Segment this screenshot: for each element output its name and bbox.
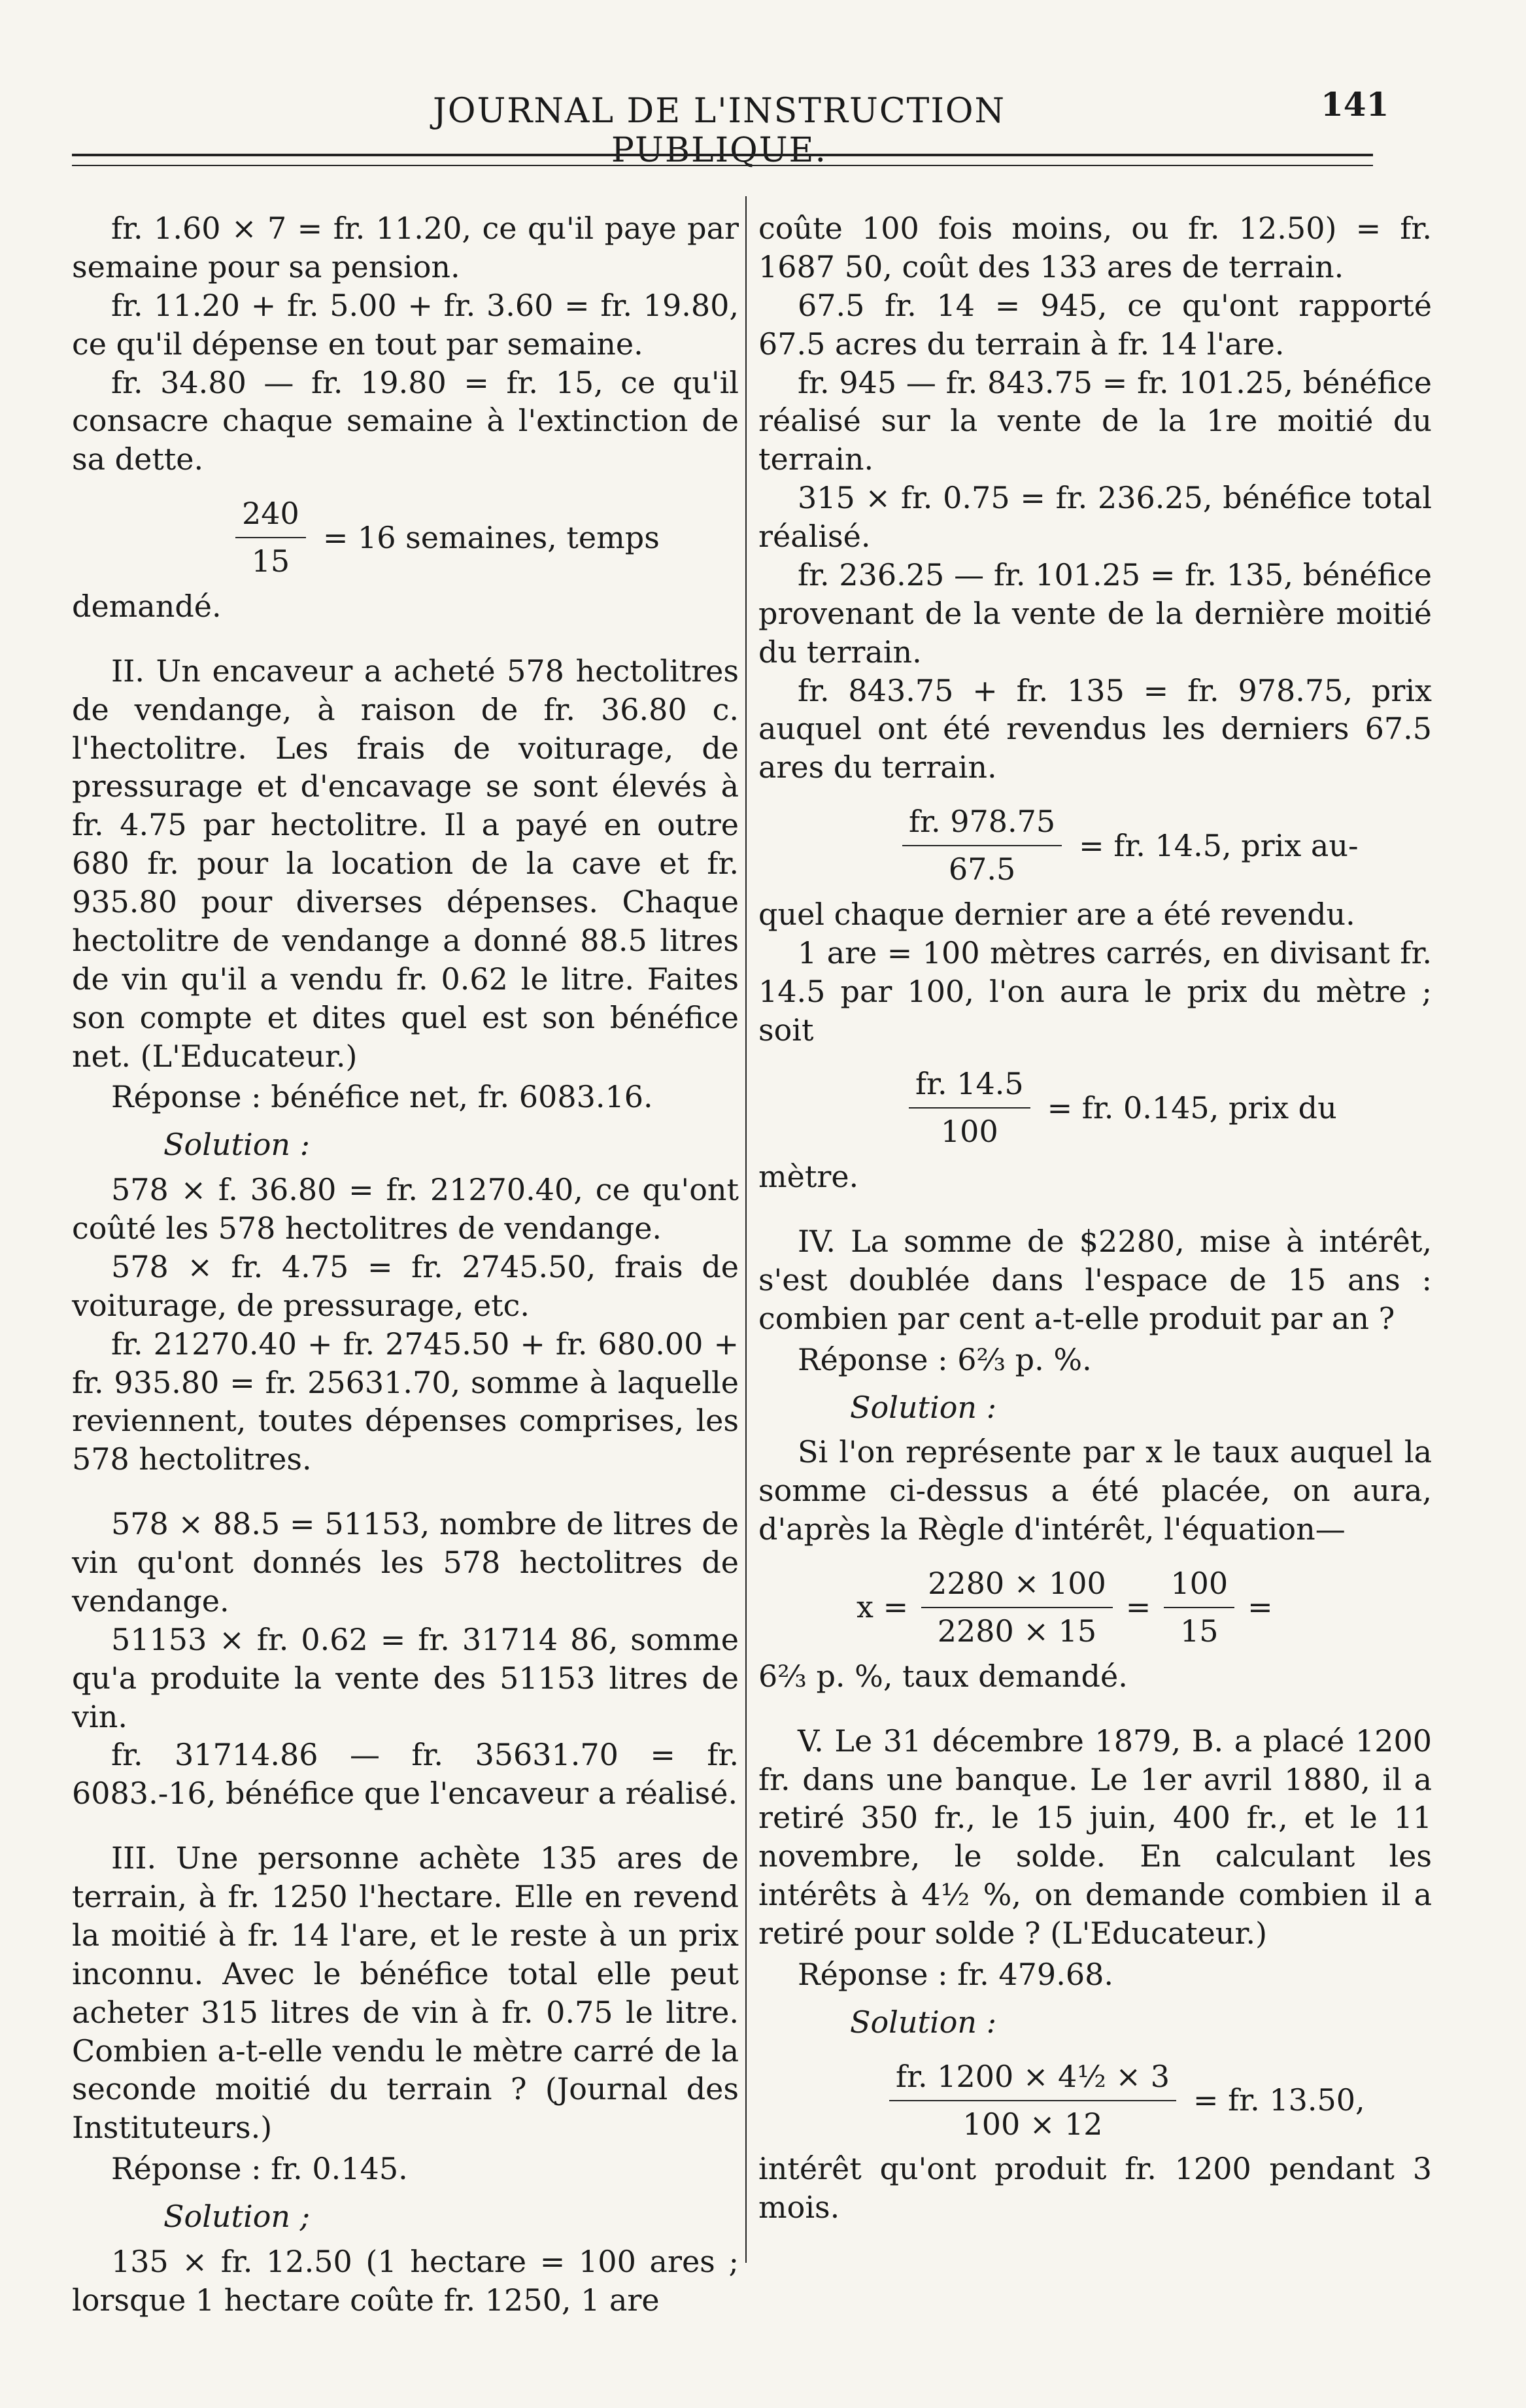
paragraph: 578 × fr. 4.75 = fr. 2745.50, frais de voiturage, de pressurage, etc. — [72, 1248, 739, 1323]
paragraph: 1 are = 100 mètres carrés, en divisant fr. 14.5 par 100, l'on aura le prix du mètre ; soit — [758, 935, 1432, 1048]
paragraph: fr. 843.75 + fr. 135 = fr. 978.75, prix auquel ont été revendus les derniers 67.5 ares du terrain. — [758, 672, 1432, 785]
equals-sign: = — [1247, 1589, 1273, 1625]
header-rule-thin — [72, 165, 1373, 166]
paragraph: fr. 31714.86 — fr. 35631.70 = fr. 6083.-16, bénéfice que l'encaveur a réalisé. — [72, 1737, 739, 1812]
solution-heading: Solution : — [163, 1127, 311, 1163]
fraction — [1164, 1564, 1234, 1651]
problem-4-statement: IV. La somme de $2280, mise à intérêt, s'est doublée dans l'espace de 15 ans : combien par cent a-t-elle produit par an ? — [758, 1224, 1432, 1336]
answer: Réponse : 6⅔ p. %. — [798, 1341, 1092, 1377]
left-column — [72, 209, 739, 2320]
answer: Réponse : bénéfice net, fr. 6083.16. — [111, 1079, 653, 1115]
fraction-result: = fr. 13.50, — [1193, 2082, 1365, 2118]
fraction-denominator: 15 — [251, 543, 290, 579]
paragraph: quel chaque dernier are a été revendu. — [758, 896, 1355, 932]
paragraph: fr. 34.80 — fr. 19.80 = fr. 15, ce qu'il consacre chaque semaine à l'extinction de sa dette. — [72, 364, 739, 477]
paragraph: demandé. — [72, 588, 222, 624]
fraction-numerator: fr. 14.5 — [915, 1066, 1024, 1102]
paragraph: Si l'on représente par x le taux auquel la somme ci-dessus a été placée, on aura, d'après la Règle d'intérêt, l'équation— — [758, 1434, 1432, 1547]
fraction — [902, 802, 1062, 889]
paragraph: coûte 100 fois moins, ou fr. 12.50) = fr. 1687 50, coût des 133 ares de terrain. — [758, 211, 1432, 284]
fraction — [921, 1564, 1113, 1651]
answer: Réponse : fr. 479.68. — [798, 1956, 1113, 1992]
problem-3-statement: III. Une personne achète 135 ares de terrain, à fr. 1250 l'hectare. Elle en revend la moitié à fr. 14 l'are, et le reste à un prix inconnu. Avec le bénéfice total elle peut acheter 315 litres de vin à fr. 0.75 le litre. Combien a-t-elle vendu le mètre carré de la seconde moitié du terrain ? (Journal des Instituteurs.) — [72, 1840, 739, 2146]
paragraph: intérêt qu'ont produit fr. 1200 pendant 3 mois. — [758, 2151, 1432, 2226]
answer: Réponse : fr. 0.145. — [111, 2151, 408, 2187]
fraction-denominator: 100 × 12 — [962, 2106, 1103, 2142]
fraction-line — [889, 802, 1432, 889]
fraction-denominator: 15 — [1179, 1613, 1219, 1649]
problem-5-statement: V. Le 31 décembre 1879, B. a placé 1200 fr. dans une banque. Le 1er avril 1880, il a retiré 350 fr., le 15 juin, 400 fr., et le 11 novembre, le solde. En calculant les intérêts à 4½ %, on demande combien il a retiré pour solde ? (L'Educateur.) — [758, 1723, 1432, 1951]
fraction-line — [896, 1065, 1432, 1151]
solution-heading: Solution : — [850, 1389, 997, 1425]
fraction-numerator: 240 — [242, 496, 299, 532]
fraction — [909, 1065, 1030, 1151]
right-column — [758, 209, 1432, 2227]
fraction-numerator: 100 — [1170, 1566, 1229, 1601]
equals-sign: = — [1125, 1589, 1151, 1625]
fraction-line — [876, 2057, 1432, 2144]
equation-lhs: x = — [856, 1589, 909, 1625]
paragraph: fr. 236.25 — fr. 101.25 = fr. 135, bénéfice provenant de la vente de la dernière moitié du terrain. — [758, 557, 1432, 670]
fraction-denominator: 100 — [940, 1114, 998, 1150]
fraction — [889, 2057, 1176, 2144]
fraction-line — [222, 494, 739, 581]
paragraph: mètre. — [758, 1159, 859, 1195]
paragraph: 6⅔ p. %, taux demandé. — [758, 1658, 1128, 1694]
paragraph: 578 × 88.5 = 51153, nombre de litres de vin qu'ont donnés les 578 hectolitres de vendange. — [72, 1506, 739, 1619]
header-rule — [72, 154, 1373, 156]
paragraph: 67.5 fr. 14 = 945, ce qu'ont rapporté 67.5 acres du terrain à fr. 14 l'are. — [758, 287, 1432, 362]
paragraph: 315 × fr. 0.75 = fr. 236.25, bénéfice total réalisé. — [758, 480, 1432, 554]
paragraph: 135 × fr. 12.50 (1 hectare = 100 ares ; lorsque 1 hectare coûte fr. 1250, 1 are — [72, 2243, 739, 2318]
fraction-denominator: 67.5 — [948, 851, 1016, 887]
page-number: 141 — [1321, 85, 1389, 124]
journal-title: JOURNAL DE L'INSTRUCTION PUBLIQUE. — [432, 92, 1006, 170]
paragraph: fr. 1.60 × 7 = fr. 11.20, ce qu'il paye par semaine pour sa pension. — [72, 211, 739, 284]
fraction-numerator: fr. 978.75 — [909, 804, 1056, 840]
solution-heading: Solution : — [850, 2004, 997, 2040]
fraction-result: = 16 semaines, temps — [322, 519, 660, 555]
solution-heading: Solution ; — [163, 2199, 311, 2234]
paragraph: fr. 945 — fr. 843.75 = fr. 101.25, bénéfice réalisé sur la vente de la 1re moitié du terrain. — [758, 364, 1432, 477]
fraction-denominator: 2280 × 15 — [937, 1613, 1097, 1649]
fraction-result: = fr. 14.5, prix au- — [1079, 827, 1359, 863]
paragraph: 578 × f. 36.80 = fr. 21270.40, ce qu'ont coûté les 578 hectolitres de vendange. — [72, 1172, 739, 1246]
fraction-result: = fr. 0.145, prix du — [1047, 1090, 1337, 1126]
paragraph: fr. 11.20 + fr. 5.00 + fr. 3.60 = fr. 19.80, ce qu'il dépense en tout par semaine. — [72, 287, 739, 362]
fraction — [235, 494, 306, 581]
paragraph: 51153 × fr. 0.62 = fr. 31714 86, somme qu'a produite la vente des 51153 litres de vin. — [72, 1621, 739, 1734]
problem-2-statement: II. Un encaveur a acheté 578 hectolitres de vendange, à raison de fr. 36.80 c. l'hectolitre. Les frais de voiturage, de pressurage et d'encavage se sont élevés à fr. 4.75 par hectolitre. Il a payé en outre 680 fr. pour la location de la cave et fr. 935.80 pour diverses dépenses. Chaque hectolitre de vendange a donné 88.5 litres de vin qu'il a vendu fr. 0.62 le litre. Faites son compte et dites quel est son bénéfice net. (L'Educateur.) — [72, 653, 739, 1074]
fraction-numerator: 2280 × 100 — [928, 1566, 1106, 1601]
equation — [856, 1564, 1432, 1651]
fraction-numerator: fr. 1200 × 4½ × 3 — [896, 2058, 1170, 2094]
paragraph: fr. 21270.40 + fr. 2745.50 + fr. 680.00 + fr. 935.80 = fr. 25631.70, somme à laquelle reviennent, toutes dépenses comprises, les 578 hectolitres. — [72, 1326, 739, 1477]
column-divider — [745, 196, 747, 2263]
